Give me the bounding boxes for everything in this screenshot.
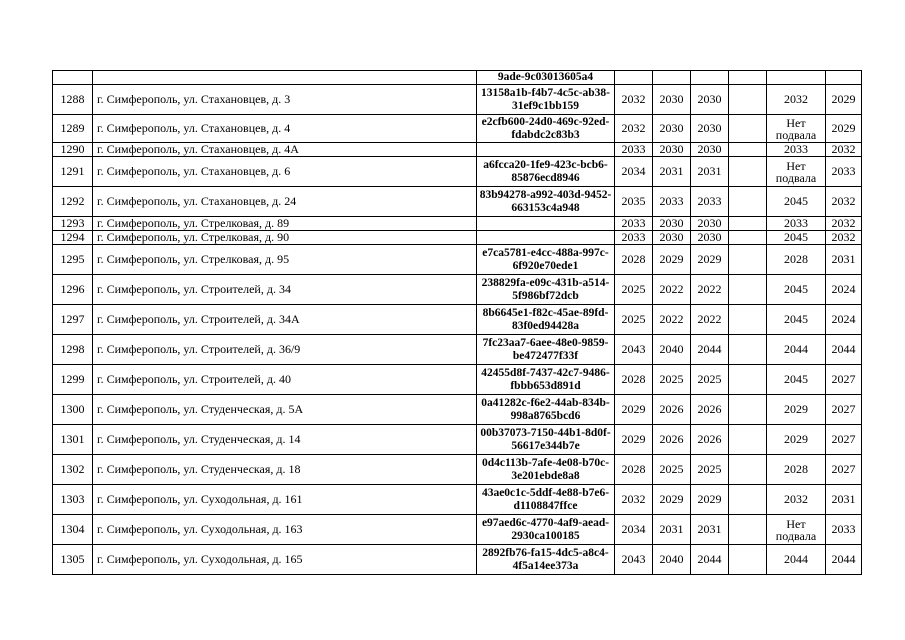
table-row [53, 245, 862, 275]
year-cell-4 [729, 157, 767, 187]
row-number: 1299 [53, 365, 93, 395]
address-cell: г. Симферополь, ул. Строителей, д. 40 [93, 365, 477, 395]
year-cell-5: 2029 [767, 425, 826, 455]
address-cell: г. Симферополь, ул. Стрелковая, д. 89 [93, 217, 477, 231]
row-number: 1297 [53, 305, 93, 335]
year-cell-2: 2030 [653, 217, 691, 231]
year-cell-6: 2027 [826, 455, 862, 485]
guid-cell: e7ca5781-e4cc-488a-997c-6f920e70ede1 [477, 245, 615, 275]
guid-cell: 00b37073-7150-44b1-8d0f-56617e344b7e [477, 425, 615, 455]
year-cell-5: Нет подвала [767, 115, 826, 143]
year-cell-1: 2043 [615, 545, 653, 575]
guid-cell: 42455d8f-7437-42c7-9486-fbbb653d891d [477, 365, 615, 395]
year-cell-4 [729, 395, 767, 425]
table-row [53, 231, 862, 245]
year-cell-4 [729, 305, 767, 335]
address-cell: г. Симферополь, ул. Стрелковая, д. 95 [93, 245, 477, 275]
year-cell-4 [729, 455, 767, 485]
housing-table [52, 70, 862, 575]
year-cell-4 [729, 335, 767, 365]
table-row [53, 515, 862, 545]
table-row [53, 217, 862, 231]
address-cell: г. Симферополь, ул. Строителей, д. 34 [93, 275, 477, 305]
year-cell-2: 2040 [653, 335, 691, 365]
year-cell-2: 2029 [653, 485, 691, 515]
address-cell: г. Симферополь, ул. Студенческая, д. 14 [93, 425, 477, 455]
year-cell-2: 2030 [653, 115, 691, 143]
year-cell-1: 2032 [615, 85, 653, 115]
year-cell-2: 2029 [653, 245, 691, 275]
year-cell-1: 2033 [615, 231, 653, 245]
year-cell-1: 2028 [615, 245, 653, 275]
guid-cell: 9ade-9c03013605a4 [477, 71, 615, 85]
year-cell-3: 2022 [691, 305, 729, 335]
table-row [53, 275, 862, 305]
year-cell-2: 2031 [653, 515, 691, 545]
year-cell-4 [729, 425, 767, 455]
address-cell: г. Симферополь, ул. Стрелковая, д. 90 [93, 231, 477, 245]
year-cell-6: 2033 [826, 515, 862, 545]
guid-cell: 43ae0c1c-5ddf-4e88-b7e6-d1108847ffce [477, 485, 615, 515]
year-cell-1: 2035 [615, 187, 653, 217]
year-cell-5: 2028 [767, 455, 826, 485]
year-cell-4 [729, 545, 767, 575]
row-number: 1288 [53, 85, 93, 115]
guid-cell: 13158a1b-f4b7-4c5c-ab38-31ef9c1bb159 [477, 85, 615, 115]
year-cell-1: 2033 [615, 143, 653, 157]
row-number: 1303 [53, 485, 93, 515]
year-cell-6 [826, 71, 862, 85]
table-row [53, 143, 862, 157]
year-cell-2: 2030 [653, 85, 691, 115]
year-cell-1: 2032 [615, 485, 653, 515]
row-number: 1296 [53, 275, 93, 305]
year-cell-3: 2044 [691, 545, 729, 575]
year-cell-4 [729, 71, 767, 85]
table-row [53, 115, 862, 143]
year-cell-3: 2025 [691, 455, 729, 485]
year-cell-6: 2029 [826, 115, 862, 143]
address-cell: г. Симферополь, ул. Стахановцев, д. 4А [93, 143, 477, 157]
year-cell-6: 2032 [826, 143, 862, 157]
address-cell: г. Симферополь, ул. Суходольная, д. 163 [93, 515, 477, 545]
year-cell-6: 2029 [826, 85, 862, 115]
year-cell-6: 2024 [826, 275, 862, 305]
year-cell-6: 2027 [826, 425, 862, 455]
year-cell-3: 2033 [691, 187, 729, 217]
year-cell-5: 2044 [767, 335, 826, 365]
year-cell-5: 2028 [767, 245, 826, 275]
row-number [53, 71, 93, 85]
address-cell: г. Симферополь, ул. Стахановцев, д. 3 [93, 85, 477, 115]
document-page [52, 70, 862, 575]
year-cell-4 [729, 275, 767, 305]
address-cell: г. Симферополь, ул. Суходольная, д. 165 [93, 545, 477, 575]
table-row [53, 485, 862, 515]
row-number: 1294 [53, 231, 93, 245]
year-cell-4 [729, 187, 767, 217]
guid-cell: e2cfb600-24d0-469c-92ed-fdabdc2c83b3 [477, 115, 615, 143]
year-cell-5: 2032 [767, 485, 826, 515]
year-cell-6: 2031 [826, 245, 862, 275]
guid-cell: 238829fa-e09c-431b-a514-5f986bf72dcb [477, 275, 615, 305]
year-cell-1: 2029 [615, 395, 653, 425]
table-row [53, 305, 862, 335]
address-cell: г. Симферополь, ул. Студенческая, д. 18 [93, 455, 477, 485]
address-cell: г. Симферополь, ул. Стахановцев, д. 24 [93, 187, 477, 217]
guid-cell [477, 217, 615, 231]
table-row [53, 187, 862, 217]
guid-cell: a6fcca20-1fe9-423c-bcb6-85876ecd8946 [477, 157, 615, 187]
year-cell-4 [729, 115, 767, 143]
table-row [53, 85, 862, 115]
year-cell-2: 2025 [653, 365, 691, 395]
year-cell-4 [729, 231, 767, 245]
year-cell-2: 2026 [653, 395, 691, 425]
year-cell-2: 2026 [653, 425, 691, 455]
year-cell-2: 2022 [653, 305, 691, 335]
year-cell-3: 2026 [691, 425, 729, 455]
table-row [53, 545, 862, 575]
year-cell-1: 2034 [615, 515, 653, 545]
year-cell-2: 2022 [653, 275, 691, 305]
year-cell-1 [615, 71, 653, 85]
address-cell: г. Симферополь, ул. Стахановцев, д. 4 [93, 115, 477, 143]
year-cell-2: 2030 [653, 231, 691, 245]
year-cell-5: 2033 [767, 143, 826, 157]
year-cell-3: 2030 [691, 217, 729, 231]
row-number: 1292 [53, 187, 93, 217]
row-number: 1302 [53, 455, 93, 485]
table-row [53, 455, 862, 485]
year-cell-6: 2044 [826, 545, 862, 575]
year-cell-6: 2032 [826, 231, 862, 245]
year-cell-2: 2030 [653, 143, 691, 157]
year-cell-2: 2031 [653, 157, 691, 187]
year-cell-3: 2030 [691, 231, 729, 245]
year-cell-1: 2029 [615, 425, 653, 455]
year-cell-6: 2027 [826, 365, 862, 395]
row-number: 1290 [53, 143, 93, 157]
year-cell-2 [653, 71, 691, 85]
guid-cell: 0a41282c-f6e2-44ab-834b-998a8765bcd6 [477, 395, 615, 425]
row-number: 1305 [53, 545, 93, 575]
guid-cell: 8b6645e1-f82c-45ae-89fd-83f0ed94428a [477, 305, 615, 335]
guid-cell: 2892fb76-fa15-4dc5-a8c4-4f5a14ee373a [477, 545, 615, 575]
address-cell: г. Симферополь, ул. Студенческая, д. 5А [93, 395, 477, 425]
year-cell-5: 2045 [767, 231, 826, 245]
year-cell-3: 2026 [691, 395, 729, 425]
year-cell-1: 2033 [615, 217, 653, 231]
year-cell-1: 2032 [615, 115, 653, 143]
year-cell-1: 2028 [615, 455, 653, 485]
table-row [53, 71, 862, 85]
year-cell-2: 2025 [653, 455, 691, 485]
year-cell-6: 2024 [826, 305, 862, 335]
year-cell-6: 2027 [826, 395, 862, 425]
row-number: 1300 [53, 395, 93, 425]
year-cell-2: 2040 [653, 545, 691, 575]
table-row [53, 395, 862, 425]
guid-cell [477, 143, 615, 157]
row-number: 1295 [53, 245, 93, 275]
address-cell: г. Симферополь, ул. Строителей, д. 36/9 [93, 335, 477, 365]
year-cell-3: 2030 [691, 143, 729, 157]
year-cell-4 [729, 245, 767, 275]
year-cell-6: 2031 [826, 485, 862, 515]
year-cell-4 [729, 217, 767, 231]
guid-cell: 0d4c113b-7afe-4e08-b70c-3e201ebde8a8 [477, 455, 615, 485]
year-cell-3: 2031 [691, 157, 729, 187]
year-cell-3: 2025 [691, 365, 729, 395]
year-cell-5: 2045 [767, 275, 826, 305]
year-cell-4 [729, 515, 767, 545]
year-cell-3: 2030 [691, 115, 729, 143]
year-cell-1: 2028 [615, 365, 653, 395]
year-cell-2: 2033 [653, 187, 691, 217]
guid-cell: 83b94278-a992-403d-9452-663153c4a948 [477, 187, 615, 217]
year-cell-3: 2044 [691, 335, 729, 365]
year-cell-5: Нет подвала [767, 515, 826, 545]
row-number: 1301 [53, 425, 93, 455]
row-number: 1291 [53, 157, 93, 187]
year-cell-5: 2032 [767, 85, 826, 115]
year-cell-1: 2025 [615, 275, 653, 305]
table-row [53, 335, 862, 365]
year-cell-3: 2022 [691, 275, 729, 305]
year-cell-3: 2029 [691, 245, 729, 275]
table-row [53, 365, 862, 395]
year-cell-4 [729, 485, 767, 515]
year-cell-5: 2033 [767, 217, 826, 231]
address-cell [93, 71, 477, 85]
table-body [53, 71, 862, 575]
year-cell-5: Нет подвала [767, 157, 826, 187]
year-cell-3: 2029 [691, 485, 729, 515]
year-cell-1: 2034 [615, 157, 653, 187]
year-cell-3 [691, 71, 729, 85]
guid-cell [477, 231, 615, 245]
year-cell-3: 2030 [691, 85, 729, 115]
year-cell-5 [767, 71, 826, 85]
year-cell-4 [729, 365, 767, 395]
address-cell: г. Симферополь, ул. Строителей, д. 34А [93, 305, 477, 335]
year-cell-1: 2043 [615, 335, 653, 365]
table-row [53, 425, 862, 455]
year-cell-4 [729, 85, 767, 115]
table-row [53, 157, 862, 187]
year-cell-6: 2044 [826, 335, 862, 365]
guid-cell: e97aed6c-4770-4af9-aead-2930ca100185 [477, 515, 615, 545]
year-cell-5: 2045 [767, 305, 826, 335]
year-cell-3: 2031 [691, 515, 729, 545]
address-cell: г. Симферополь, ул. Суходольная, д. 161 [93, 485, 477, 515]
row-number: 1289 [53, 115, 93, 143]
year-cell-6: 2032 [826, 217, 862, 231]
row-number: 1293 [53, 217, 93, 231]
row-number: 1304 [53, 515, 93, 545]
year-cell-5: 2044 [767, 545, 826, 575]
guid-cell: 7fc23aa7-6aee-48e0-9859-be472477f33f [477, 335, 615, 365]
year-cell-6: 2033 [826, 157, 862, 187]
row-number: 1298 [53, 335, 93, 365]
year-cell-4 [729, 143, 767, 157]
address-cell: г. Симферополь, ул. Стахановцев, д. 6 [93, 157, 477, 187]
year-cell-5: 2045 [767, 365, 826, 395]
year-cell-5: 2045 [767, 187, 826, 217]
year-cell-1: 2025 [615, 305, 653, 335]
year-cell-5: 2029 [767, 395, 826, 425]
year-cell-6: 2032 [826, 187, 862, 217]
